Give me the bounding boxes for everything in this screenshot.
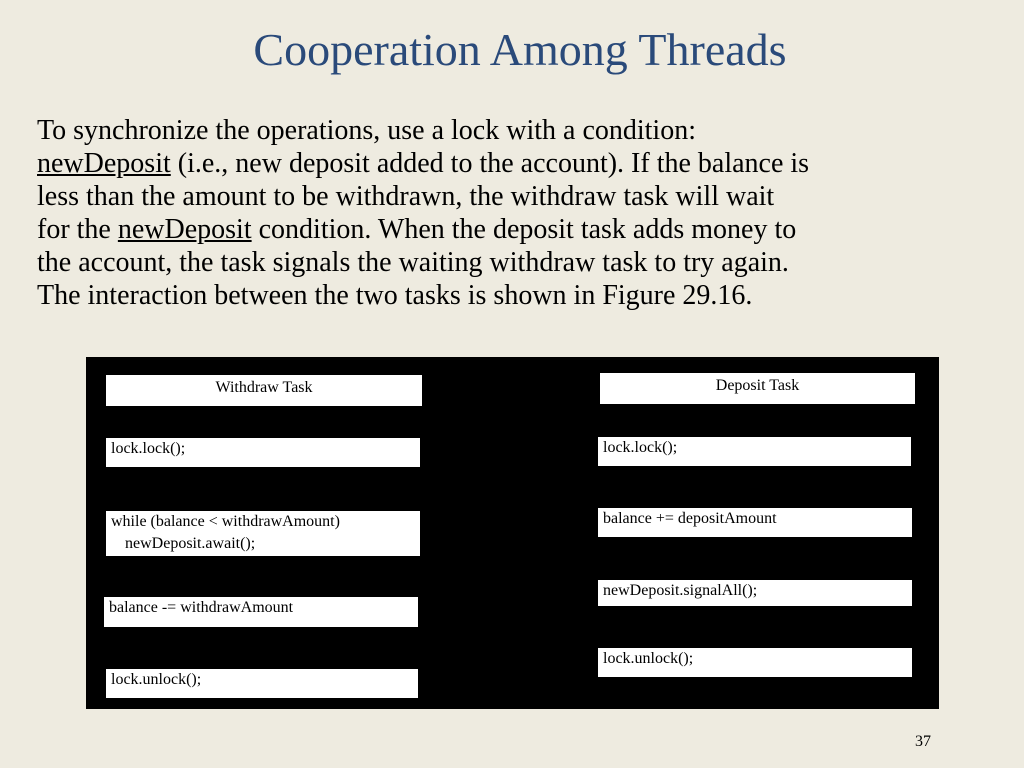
body-line-3: less than the amount to be withdrawn, the withdraw task will wait — [37, 181, 775, 212]
withdraw-subtract-box: balance -= withdrawAmount — [104, 597, 418, 627]
body-line-4-prefix: for the — [37, 214, 118, 245]
deposit-lock-box: lock.lock(); — [598, 437, 911, 466]
body-line-2-rest: (i.e., new deposit added to the account). If the balance is — [170, 148, 810, 179]
slide-title: Cooperation Among Threads — [253, 24, 787, 75]
body-line-2 — [37, 147, 997, 180]
thread-interaction-figure — [86, 357, 939, 709]
body-line-5: the account, the task signals the waiting withdraw task to try again. — [37, 247, 789, 278]
new-deposit-term: newDeposit — [37, 148, 171, 179]
body-line-4-rest: condition. When the deposit task adds money to — [251, 214, 797, 245]
withdraw-while-box — [106, 511, 420, 556]
body-paragraph — [37, 114, 997, 312]
while-condition-line: while (balance < withdrawAmount) — [111, 513, 340, 530]
body-line-6: The interaction between the two tasks is shown in Figure 29.16. — [37, 280, 753, 311]
deposit-signal-box: newDeposit.signalAll(); — [598, 580, 912, 606]
new-deposit-term-2: newDeposit — [117, 214, 252, 245]
body-line-1: To synchronize the operations, use a lock with a condition: — [37, 115, 696, 146]
await-line: newDeposit.await(); — [125, 535, 256, 552]
deposit-task-header: Deposit Task — [600, 373, 915, 404]
deposit-add-box: balance += depositAmount — [598, 508, 912, 537]
withdraw-unlock-box: lock.unlock(); — [106, 669, 418, 698]
page-number: 37 — [915, 733, 931, 750]
deposit-unlock-box: lock.unlock(); — [598, 648, 912, 677]
withdraw-task-header: Withdraw Task — [106, 375, 422, 406]
body-line-4 — [37, 213, 997, 246]
withdraw-lock-box: lock.lock(); — [106, 438, 420, 467]
